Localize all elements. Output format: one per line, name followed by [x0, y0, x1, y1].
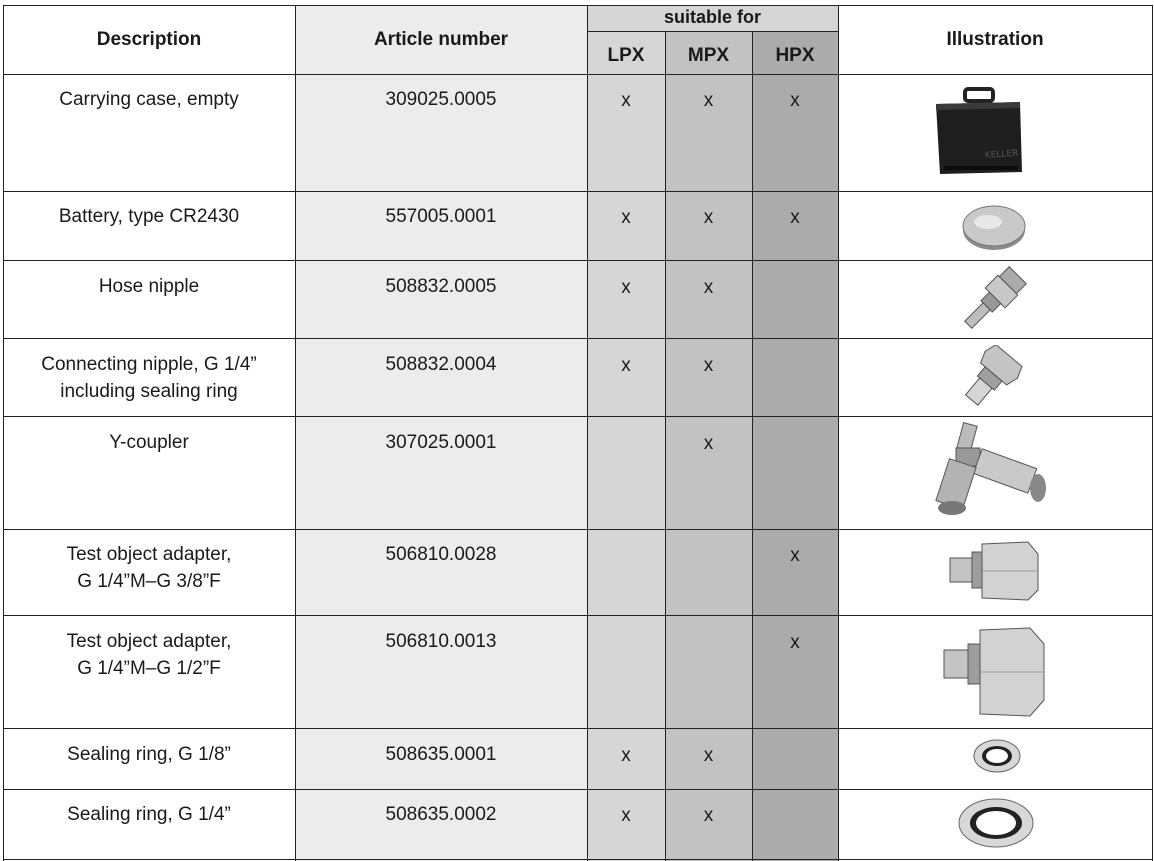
adapter-small-icon	[948, 538, 1042, 604]
row-description-line1: Test object adapter,	[66, 631, 232, 652]
sealing-ring-large-icon	[956, 796, 1036, 850]
row-lpx-mark: x	[621, 745, 631, 766]
article-number-header: Article number	[373, 29, 509, 50]
row-article-number: 508832.0005	[385, 276, 497, 297]
sealing-ring-small-icon	[972, 738, 1022, 774]
row-mpx-mark: x	[703, 355, 714, 376]
row-article-number: 508635.0002	[385, 804, 497, 825]
row-description: Carrying case, empty	[59, 89, 239, 110]
row-description: Sealing ring, G 1/4”	[67, 804, 231, 825]
row-description-line2: including sealing ring	[60, 381, 238, 402]
row-mpx-mark: x	[703, 745, 714, 766]
mpx-header: MPX	[687, 45, 730, 66]
row-lpx-mark: x	[621, 207, 631, 228]
row-description-line1: Connecting nipple, G 1/4”	[41, 354, 257, 375]
row-article-number: 307025.0001	[385, 432, 497, 453]
row-lpx-mark: x	[621, 805, 631, 826]
row-lpx-mark: x	[621, 277, 631, 298]
svg-text:KELLER: KELLER	[984, 148, 1019, 161]
hose-nipple-icon	[955, 265, 1031, 335]
carrying-case-icon	[930, 86, 1026, 178]
adapter-large-icon	[942, 626, 1046, 718]
row-lpx-mark: x	[621, 90, 631, 111]
row-mpx-mark: x	[703, 805, 714, 826]
row-lpx-mark: x	[621, 355, 631, 376]
row-mpx-mark: x	[703, 90, 714, 111]
row-mpx-mark: x	[703, 207, 714, 228]
row-hpx-mark: x	[790, 90, 800, 111]
row-description-line2: G 1/4”M–G 1/2”F	[77, 658, 221, 679]
row-description: Battery, type CR2430	[58, 206, 240, 227]
row-hpx-mark: x	[790, 632, 800, 653]
row-description-line2: G 1/4”M–G 3/8”F	[77, 571, 221, 592]
row-description: Hose nipple	[98, 276, 200, 297]
row-hpx-mark: x	[790, 207, 800, 228]
hpx-header: HPX	[775, 45, 815, 66]
suitable-for-header: suitable for	[663, 7, 761, 27]
illustration-header: Illustration	[946, 29, 1044, 50]
row-description: Y-coupler	[109, 432, 189, 453]
row-description-line1: Test object adapter,	[66, 544, 232, 565]
row-mpx-mark: x	[703, 433, 714, 454]
connecting-nipple-icon	[956, 345, 1026, 409]
y-coupler-icon	[928, 422, 1058, 518]
row-article-number: 557005.0001	[385, 206, 497, 227]
row-article-number: 506810.0028	[385, 544, 497, 565]
row-article-number: 309025.0005	[385, 89, 497, 110]
row-mpx-mark: x	[703, 277, 714, 298]
lpx-column-bg	[587, 5, 665, 861]
row-article-number: 506810.0013	[385, 631, 497, 652]
row-hpx-mark: x	[790, 545, 800, 566]
row-article-number: 508635.0001	[385, 744, 497, 765]
description-header: Description	[96, 29, 202, 50]
row-description: Sealing ring, G 1/8”	[67, 744, 231, 765]
lpx-header: LPX	[607, 45, 645, 66]
row-article-number: 508832.0004	[385, 354, 497, 375]
hpx-column-bg	[752, 5, 838, 861]
coin-battery-icon	[960, 202, 1028, 252]
